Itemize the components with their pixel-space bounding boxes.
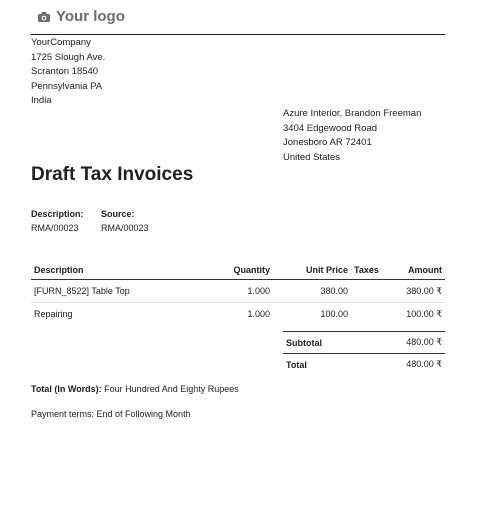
company-address-line: YourCompany bbox=[31, 37, 91, 48]
camera-icon bbox=[37, 11, 51, 23]
table-header-row bbox=[31, 260, 445, 280]
company-logo bbox=[37, 8, 125, 25]
customer-address-line: United States bbox=[283, 151, 341, 163]
company-address-line: Scranton 18540 bbox=[31, 66, 99, 77]
info-description bbox=[31, 209, 84, 233]
totals-block bbox=[283, 331, 445, 375]
payment-terms: Payment terms: End of Following Month bbox=[31, 409, 191, 419]
row-taxes bbox=[351, 280, 401, 303]
customer-address-line: Jonesboro AR 72401 bbox=[283, 137, 372, 148]
amount-in-words-label: Total (In Words): bbox=[31, 384, 102, 394]
customer-address-line: Azure Interior, Brandon Freeman bbox=[283, 108, 422, 119]
description-value: RMA/00023 bbox=[31, 223, 79, 233]
subtotal-label: Subtotal bbox=[286, 337, 322, 348]
header-quantity: Quantity bbox=[207, 260, 273, 280]
row-quantity: 1.000 bbox=[247, 309, 270, 319]
header-taxes: Taxes bbox=[351, 260, 401, 280]
row-description: [FURN_8522] Table Top bbox=[31, 280, 207, 303]
logo-text: Your logo bbox=[56, 8, 125, 25]
company-address-line: 1725 Slough Ave. bbox=[31, 51, 106, 63]
company-address-line: India bbox=[31, 95, 52, 106]
header-unit-price: Unit Price bbox=[273, 260, 351, 280]
row-taxes bbox=[351, 303, 401, 326]
header-description: Description bbox=[31, 260, 207, 280]
invoice-lines-table bbox=[31, 260, 445, 325]
subtotal-value: 480.00 ₹ bbox=[406, 337, 442, 347]
customer-address bbox=[283, 107, 421, 165]
subtotal-row bbox=[283, 331, 445, 353]
page-title: Draft Tax Invoices bbox=[31, 164, 194, 185]
row-amount: 100.00 ₹ bbox=[406, 308, 442, 319]
table-row bbox=[31, 303, 445, 326]
amount-in-words-value: Four Hundred And Eighty Rupees bbox=[104, 384, 239, 394]
description-label: Description: bbox=[31, 209, 84, 219]
table-row bbox=[31, 280, 445, 303]
info-source bbox=[101, 209, 149, 233]
company-address-line: Pennsylvania PA bbox=[31, 80, 103, 92]
total-label: Total bbox=[286, 359, 307, 370]
source-value: RMA/00023 bbox=[101, 223, 149, 233]
row-unit-price: 380.00 bbox=[273, 280, 351, 303]
company-address bbox=[31, 36, 105, 109]
row-quantity: 1.000 bbox=[207, 280, 273, 303]
total-value: 480.00 ₹ bbox=[406, 359, 442, 369]
amount-in-words bbox=[31, 384, 239, 394]
customer-address-line: 3404 Edgewood Road bbox=[283, 122, 378, 134]
source-label: Source: bbox=[101, 209, 135, 219]
row-amount: 380.00 ₹ bbox=[401, 280, 445, 303]
header-divider bbox=[31, 34, 445, 35]
row-unit-price: 100.00 bbox=[320, 309, 348, 319]
row-description: Repairing bbox=[34, 309, 73, 319]
total-row bbox=[283, 353, 445, 375]
header-amount: Amount bbox=[401, 260, 445, 280]
